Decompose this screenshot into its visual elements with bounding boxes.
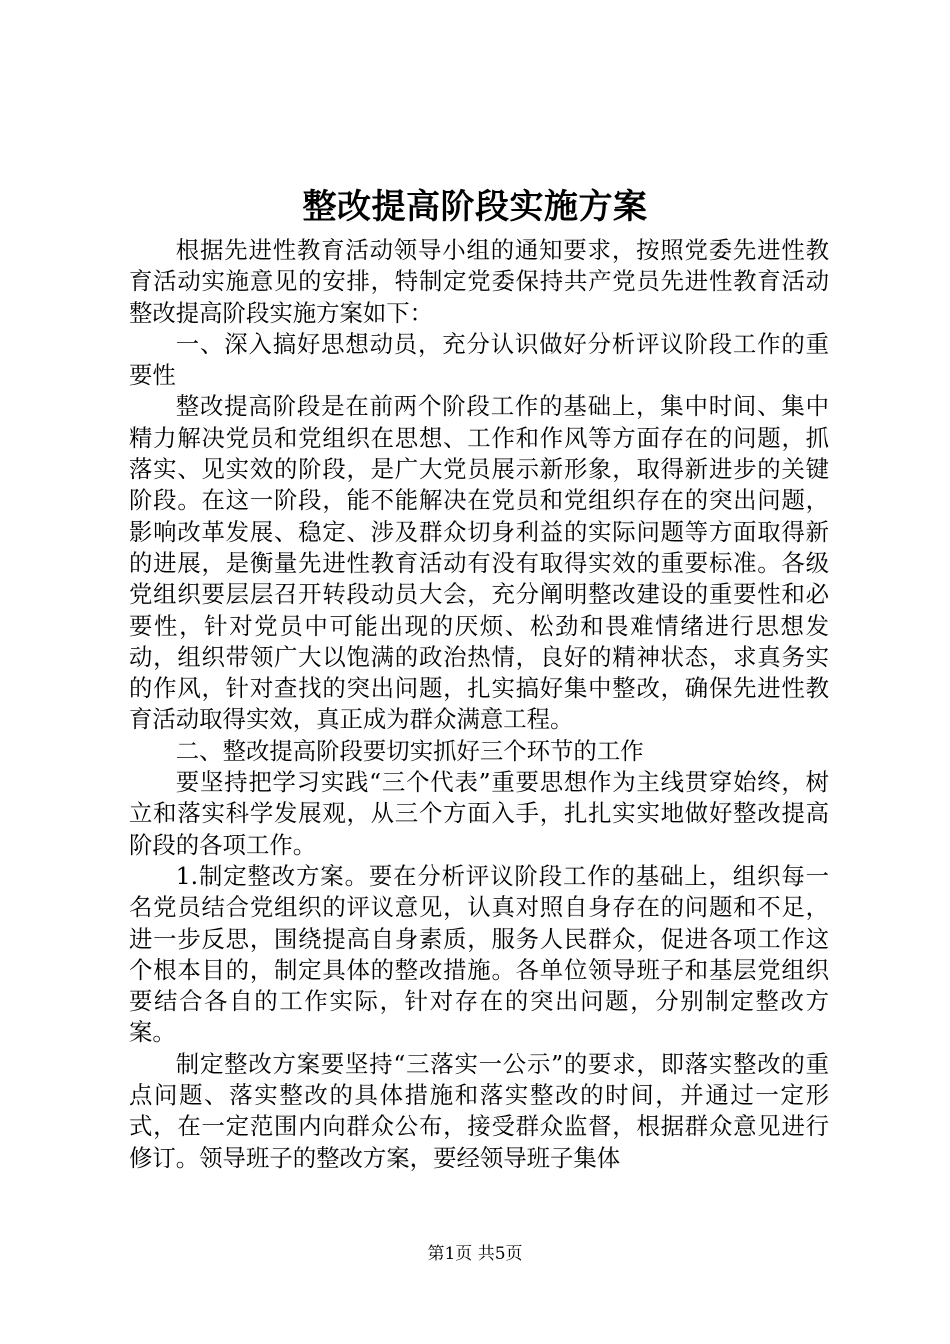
paragraph-section-2-intro: 要坚持把学习实践“三个代表”重要思想作为主线贯穿始终，树立和落实科学发展观，从三个方面入手，扎扎实实地做好整改提高阶段的各项工作。 (129, 768, 829, 859)
page-number-footer: 第1页 共5页 (427, 1244, 523, 1264)
paragraph-item-1-detail: 制定整改方案要坚持“三落实一公示”的要求，即落实整改的重点问题、落实整改的具体措施和落实整改的时间，并通过一定形式，在一定范围内向群众公布，接受群众监督，根据群众意见进行修订。领导班子的整改方案，要经领导班子集体 (129, 1049, 829, 1172)
document-body (129, 235, 829, 1174)
document-title: 整改提高阶段实施方案 (302, 187, 648, 227)
paragraph-section-1: 整改提高阶段是在前两个阶段工作的基础上，集中时间、集中精力解决党员和党组织在思想、工作和作风等方面存在的问题，抓落实、见实效的阶段，是广大党员展示新形象，取得新进步的关键阶段。在这一阶段，能不能解决在党员和党组织存在的突出问题，影响改革发展、稳定、涉及群众切身利益的实际问题等方面取得新的进展，是衡量先进性教育活动有没有取得实效的重要标准。各级党组织要层层召开转段动员大会，充分阐明整改建设的重要性和必要性，针对党员中可能出现的厌烦、松劲和畏难情绪进行思想发动，组织带领广大以饱满的政治热情，良好的精神状态，求真务实的作风，针对查找的突出问题，扎实搞好集中整改，确保先进性教育活动取得实效，真正成为群众满意工程。 (129, 392, 829, 734)
paragraph-item-1: 1.制定整改方案。要在分析评议阶段工作的基础上，组织每一名党员结合党组织的评议意见，认真对照自身存在的问题和不足，进一步反思，围绕提高自身素质，服务人民群众，促进各项工作这个根本目的，制定具体的整改措施。各单位领导班子和基层党组织要结合各自的工作实际，针对存在的突出问题，分别制定整改方案。 (129, 861, 829, 1047)
paragraph-intro: 根据先进性教育活动领导小组的通知要求，按照党委先进性教育活动实施意见的安排，特制定党委保持共产党员先进性教育活动整改提高阶段实施方案如下： (129, 236, 829, 327)
section-heading-1: 一、深入搞好思想动员，充分认识做好分析评议阶段工作的重要性 (129, 329, 829, 390)
section-heading-2: 二、整改提高阶段要切实抓好三个环节的工作 (175, 736, 644, 765)
